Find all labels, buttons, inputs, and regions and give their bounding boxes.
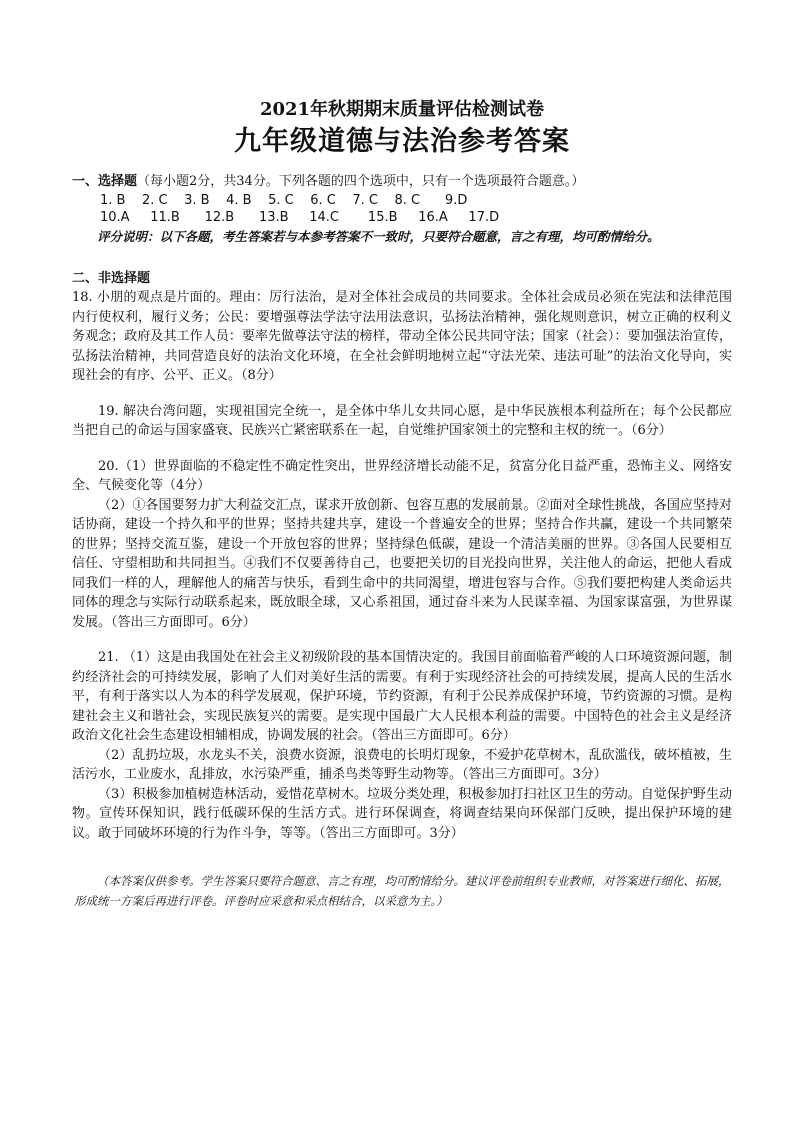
answer-sheet-page xyxy=(72,98,732,911)
section1-intro: （每小题2分，共34分。下列各题的四个选项中，只有一个选项最符合题意。） xyxy=(137,174,585,189)
scoring-note: 评分说明：以下各题，考生答案若与本参考答案不一致时，只要符合题意，言之有理，均可酌情给分。 xyxy=(97,228,660,244)
answer-q20-part1: 20.（1）世界面临的不稳定性不确定性突出，世界经济增长动能不足，贫富分化日益严重，恐怖主义、网络安全、气候变化等（4分） xyxy=(72,458,732,493)
section1-heading: 一、选择题 xyxy=(72,174,138,189)
section-non-multiple-choice xyxy=(72,269,732,844)
exam-title: 2021年秋期期末质量评估检测试卷 xyxy=(259,99,545,120)
answer-q21-part1: 21. （1）这是由我国处在社会主义初级阶段的基本国情决定的。我国目前面临着严峻的人口环境资源问题，制约经济社会的可持续发展，影响了人们对美好生活的需要。有利于实现经济社会的可持续发展，提高人民的生活水平，有利于落实以人为本的科学发展观，保护环境，节约资源，有利于公民养成保护环境，节约资源的习惯。是构建社会主义和谐社会，实现民族复兴的需要。是实现中国最广大人民根本利益的需要。中国特色的社会主义是经济政治文化社会生态建设相辅相成，协调发展的社会。（答出三方面即可。6分） xyxy=(72,650,732,743)
answer-key-title: 九年级道德与法治参考答案 xyxy=(234,126,570,157)
section-multiple-choice xyxy=(72,172,732,247)
answer-q21-part2: （2）乱扔垃圾，水龙头不关，浪费水资源，浪费电的长明灯现象，不爱护花草树木，乱砍滥伐，破坏植被，生活污水，工业废水，乱排放，水污染严重，捕杀鸟类等野生动物等。（答出三方面即可。3分） xyxy=(72,747,732,782)
answers-row-2: 10.A 11.B 12.B 13.B 14.C 15.B 16.A 17.D xyxy=(100,209,500,225)
answer-q21-part3: （3）积极参加植树造林活动，爱惜花草树木。垃圾分类处理，积极参加打扫社区卫生的劳动。自觉保护野生动物。宣传环保知识，践行低碳环保的生活方式。进行环保调查，将调查结果向环保部门反映，提出保护环境的建议。敢于同破坏环境的行为作斗争，等等。（答出三方面即可。3分） xyxy=(72,786,732,841)
footer-note: （本答案仅供参考。学生答案只要符合题意、言之有理，均可酌情给分。建议评卷前组织专业教师，对答案进行细化、拓展，形成统一方案后再进行评卷。评卷时应采意和采点相结合，以采意为主。） xyxy=(74,874,730,908)
section2-heading: 二、非选择题 xyxy=(72,270,151,286)
section1-heading-line xyxy=(72,172,732,192)
answer-q19: 19. 解决台湾问题，实现祖国完全统一，是全体中华儿女共同心愿，是中华民族根本利益所在；每个公民都应当把自己的命运与国家盛衰、民族兴亡紧密联系在一起，自觉维护国家领土的完整和主权的统一。（6分） xyxy=(72,403,732,438)
answers-row-1: 1. B 2. C 3. B 4. B 5. C 6. C 7. C 8. C 9.D xyxy=(100,192,468,208)
answer-q18: 18. 小朋的观点是片面的。理由：厉行法治，是对全体社会成员的共同要求。全体社会成员必须在宪法和法律范围内行使权利，履行义务；公民：要增强尊法学法守法用法意识，弘扬法治精神，强化规则意识，树立正确的权利义务观念；政府及其工作人员：要率先做尊法守法的榜样，带动全体公民共同守法；国家（社会）：要加强法治宣传，弘扬法治精神，共同营造良好的法治文化环境，在全社会鲜明地树立起“守法光荣、违法可耻”的法治文化导向，实现社会的有序、公平、正义。（8分） xyxy=(72,290,732,383)
answer-q20-part2: （2）①各国要努力扩大利益交汇点，谋求开放创新、包容互惠的发展前景。②面对全球性挑战，各国应坚持对话协商，建设一个持久和平的世界；坚持共建共享，建设一个普遍安全的世界；坚持合作共赢，建设一个共同繁荣的世界；坚持交流互鉴，建设一个开放包容的世界；坚持绿色低碳，建设一个清洁美丽的世界。③各国人民要相互信任、守望相助和共同担当。④我们不仅要善待自己，也要把关切的目光投向世界，关注他人的命运，把他人看成同我们一样的人，理解他人的痛苦与快乐，看到生命中的共同渴望，增进包容与合作。⑤我们要把构建人类命运共同体的理念与实际行动联系起来，既放眼全球，又心系祖国，通过奋斗来为人民谋幸福、为国家谋富强，为世界谋发展。（答出三方面即可。6分） xyxy=(72,497,732,630)
